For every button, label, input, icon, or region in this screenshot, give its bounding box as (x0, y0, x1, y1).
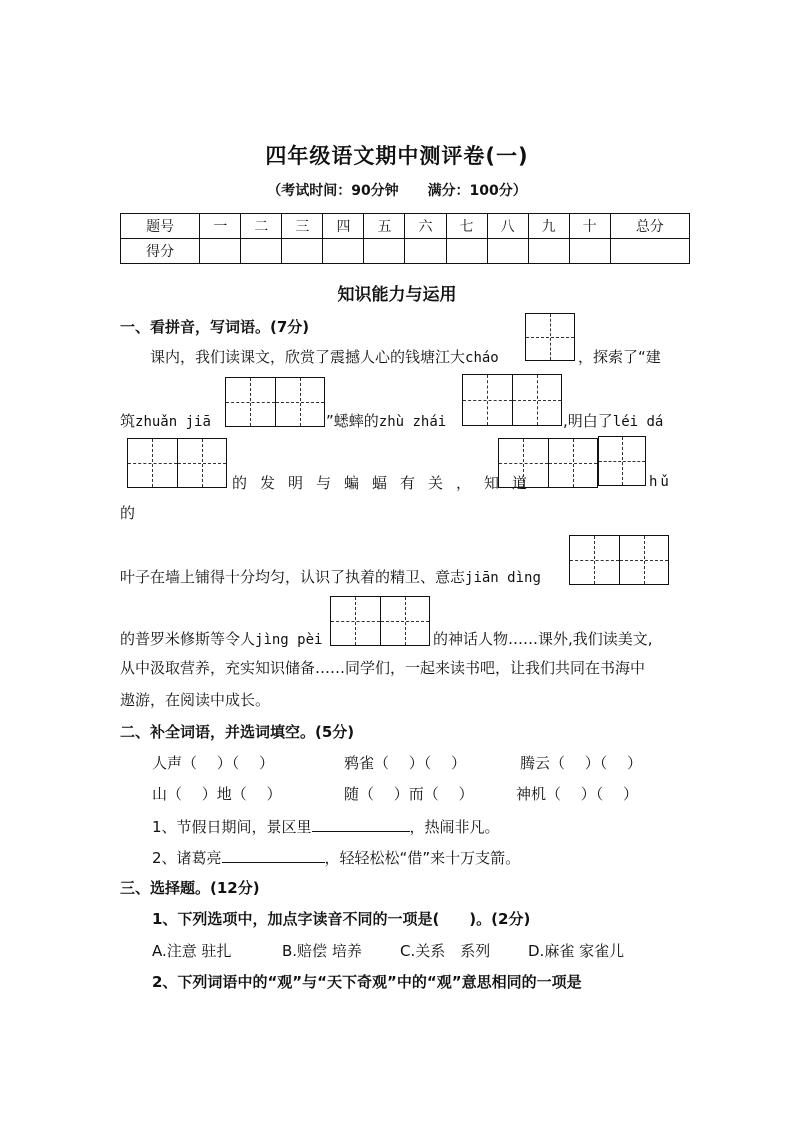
table-cell: 二 (241, 214, 282, 239)
q3-option-a[interactable]: A.注意 驻扎 (152, 942, 232, 960)
q1-line2c (563, 410, 663, 431)
text: 的普罗米修斯等令人 (120, 630, 256, 648)
score-table-score-row (121, 239, 690, 264)
q2-word: 神机（ ）（ ） (516, 785, 639, 803)
table-cell: 总分 (610, 214, 689, 239)
score-cell[interactable] (610, 239, 689, 264)
char-grid[interactable] (127, 438, 227, 488)
table-cell: 得分 (121, 239, 200, 264)
table-cell: 六 (405, 214, 446, 239)
answer-blank[interactable] (222, 846, 325, 863)
page-title: 四年级语文期中测评卷(一) (265, 144, 529, 168)
table-cell: 八 (487, 214, 528, 239)
text: ，轻轻松松“借”来十万支箭。 (324, 849, 521, 867)
q1-line3b: 的 (120, 504, 136, 522)
text: 1、节假日期间，景区里 (152, 818, 312, 836)
pinyin: jiān dìng (465, 570, 541, 586)
text: ”蟋蟀的 (326, 412, 379, 430)
char-grid[interactable] (525, 313, 575, 361)
table-cell: 七 (446, 214, 487, 239)
exam-time: （考试时间：90分钟 (267, 183, 399, 199)
char-grid[interactable] (498, 438, 598, 488)
pinyin: léi dá (612, 414, 664, 430)
q2-word: 腾云（ ）（ ） (520, 754, 643, 772)
q1-pinyin-hu: hǔ (649, 474, 672, 490)
q1-line2b (326, 410, 446, 431)
table-cell: 一 (200, 214, 241, 239)
q2-sentence-1 (152, 815, 500, 837)
q3-option-c[interactable]: C.关系 系列 (400, 942, 491, 960)
score-cell[interactable] (528, 239, 569, 264)
pinyin: zhuǎn jiā (135, 414, 211, 430)
text: 课内，我们读课文，欣赏了震撼人心的钱塘江大 (150, 348, 466, 366)
q1-line4 (120, 566, 541, 587)
answer-blank[interactable] (312, 815, 410, 832)
score-cell[interactable] (487, 239, 528, 264)
table-cell: 四 (323, 214, 364, 239)
section-title: 知识能力与运用 (337, 285, 457, 305)
q2-word: 人声（ ）（ ） (152, 754, 275, 772)
pinyin: cháo (465, 350, 499, 366)
q2-heading: 二、补全词语，并选词填空。(5分) (120, 723, 355, 741)
q3-heading: 三、选择题。(12分) (120, 879, 260, 897)
table-cell: 题号 (121, 214, 200, 239)
q1-line7: 遨游，在阅读中成长。 (120, 691, 271, 709)
score-cell[interactable] (446, 239, 487, 264)
text: ，热闹非凡。 (409, 818, 500, 836)
char-grid[interactable] (598, 436, 646, 486)
q3-option-b[interactable]: B.赔偿 培养 (282, 942, 362, 960)
score-table-header-row (121, 214, 690, 239)
text: 2、诸葛亮 (152, 849, 222, 867)
q1-line1-end: ，探索了“建 (578, 348, 661, 366)
table-cell: 三 (282, 214, 323, 239)
pinyin: jìng pèi (255, 632, 323, 648)
q2-word: 鸦雀（ ）（ ） (344, 754, 467, 772)
text: 叶子在墙上铺得十分均匀，认识了执着的精卫、意志 (120, 568, 466, 586)
char-grid[interactable] (569, 535, 669, 585)
q2-sentence-2 (152, 846, 520, 868)
table-cell: 五 (364, 214, 405, 239)
score-cell[interactable] (364, 239, 405, 264)
text: 筑 (120, 412, 136, 430)
score-table (120, 213, 690, 264)
pinyin: zhù zhái (378, 414, 447, 430)
score-cell[interactable] (282, 239, 323, 264)
q3-sub2: 2、下列词语中的“观”与“天下奇观”中的“观”意思相同的一项是 (152, 973, 582, 991)
q1-line1 (150, 346, 499, 367)
q1-heading: 一、看拼音，写词语。(7分) (120, 318, 310, 336)
char-grid[interactable] (330, 596, 430, 646)
full-score: 满分：100分） (427, 183, 527, 199)
q3-sub1: 1、下列选项中，加点字读音不同的一项是( )。(2分) (152, 910, 531, 928)
q1-line3a: 的发明与蝙蝠有关，知道 (232, 474, 541, 492)
q2-word: 山（ ）地（ ） (152, 785, 282, 803)
text: ,明白了 (563, 412, 613, 430)
table-cell: 九 (528, 214, 569, 239)
score-cell[interactable] (405, 239, 446, 264)
q1-line6: 从中汲取营养，充实知识储备……同学们，一起来读书吧，让我们共同在书海中 (120, 659, 646, 677)
char-grid[interactable] (225, 377, 325, 427)
score-cell[interactable] (569, 239, 610, 264)
exam-info (0, 180, 794, 200)
char-grid[interactable] (462, 374, 562, 426)
q1-line2a (120, 410, 211, 431)
q1-line5a (120, 628, 322, 649)
score-cell[interactable] (241, 239, 282, 264)
q3-option-d[interactable]: D.麻雀 家雀儿 (528, 942, 625, 960)
q2-word: 随（ ）而（ ） (344, 785, 474, 803)
table-cell: 十 (569, 214, 610, 239)
score-cell[interactable] (323, 239, 364, 264)
score-cell[interactable] (200, 239, 241, 264)
q1-line5b: 的神话人物……课外,我们读美文, (433, 630, 653, 648)
